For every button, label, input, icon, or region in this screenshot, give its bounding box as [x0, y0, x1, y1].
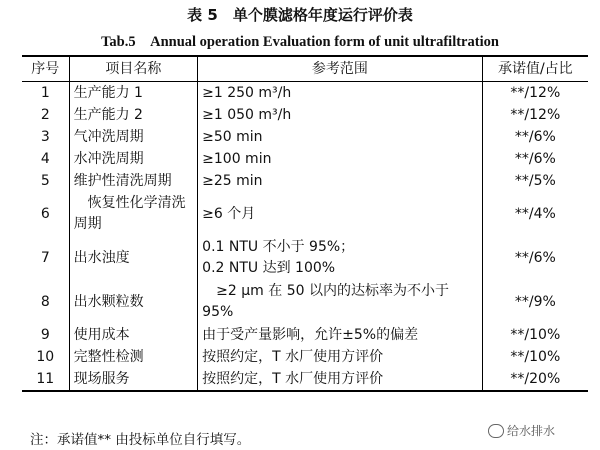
table-body	[22, 82, 588, 392]
table-title-cn: 表 5 单个膜滤格年度运行评价表	[187, 6, 413, 24]
row-ref: ≥100 min	[198, 148, 483, 170]
table-row	[22, 236, 588, 280]
row-name: 生产能力 2	[69, 104, 198, 126]
row-ref: ≥2 μm 在 50 以内的达标率为不小于 95%	[198, 280, 483, 324]
row-name: 维护性清洗周期	[69, 170, 198, 192]
row-value: **/6%	[482, 148, 588, 170]
row-value: **/9%	[482, 280, 588, 324]
row-no: 4	[22, 148, 69, 170]
row-no: 11	[22, 368, 69, 391]
table-row	[22, 126, 588, 148]
row-no: 6	[22, 192, 69, 236]
row-value: **/20%	[482, 368, 588, 391]
wechat-icon	[488, 424, 504, 438]
row-name: 出水浊度	[69, 236, 198, 280]
row-ref: ≥1 050 m³/h	[198, 104, 483, 126]
row-no: 7	[22, 236, 69, 280]
row-ref: 0.1 NTU 不小于 95%； 0.2 NTU 达到 100%	[198, 236, 483, 280]
row-no: 9	[22, 324, 69, 346]
table-row	[22, 104, 588, 126]
row-value: **/12%	[482, 82, 588, 105]
table-row	[22, 192, 588, 236]
row-name: 恢复性化学清洗周期	[69, 192, 198, 236]
header-no: 序号	[22, 56, 69, 82]
table-note: 注：承诺值** 由投标单位自行填写。	[30, 432, 251, 448]
row-value: **/5%	[482, 170, 588, 192]
header-row	[22, 56, 588, 82]
row-value: **/6%	[482, 126, 588, 148]
row-no: 8	[22, 280, 69, 324]
row-name: 出水颗粒数	[69, 280, 198, 324]
row-ref: 按照约定，T 水厂使用方评价	[198, 346, 483, 368]
table-row	[22, 280, 588, 324]
row-name: 气冲洗周期	[69, 126, 198, 148]
row-ref: ≥50 min	[198, 126, 483, 148]
row-value: **/4%	[482, 192, 588, 236]
row-value: **/12%	[482, 104, 588, 126]
row-value: **/6%	[482, 236, 588, 280]
row-ref: ≥6 个月	[198, 192, 483, 236]
row-name: 使用成本	[69, 324, 198, 346]
table-header	[22, 56, 588, 82]
header-ref: 参考范围	[198, 56, 483, 82]
row-ref: ≥25 min	[198, 170, 483, 192]
table-row	[22, 82, 588, 105]
row-no: 1	[22, 82, 69, 105]
watermark-text: 给水排水	[507, 424, 556, 438]
row-ref: 由于受产量影响，允许±5%的偏差	[198, 324, 483, 346]
row-value: **/10%	[482, 346, 588, 368]
row-no: 5	[22, 170, 69, 192]
table-row	[22, 170, 588, 192]
table-row	[22, 346, 588, 368]
row-value: **/10%	[482, 324, 588, 346]
row-ref: ≥1 250 m³/h	[198, 82, 483, 105]
row-name: 完整性检测	[69, 346, 198, 368]
table-title-en: Tab.5 Annual operation Evaluation form of unit ultrafiltration	[101, 34, 499, 50]
row-no: 2	[22, 104, 69, 126]
row-name: 现场服务	[69, 368, 198, 391]
table-row	[22, 148, 588, 170]
row-no: 3	[22, 126, 69, 148]
header-value: 承诺值/占比	[482, 56, 588, 82]
header-name: 项目名称	[69, 56, 198, 82]
evaluation-table	[22, 55, 588, 392]
row-name: 生产能力 1	[69, 82, 198, 105]
row-name: 水冲洗周期	[69, 148, 198, 170]
table-row	[22, 368, 588, 391]
row-no: 10	[22, 346, 69, 368]
row-ref: 按照约定，T 水厂使用方评价	[198, 368, 483, 391]
watermark	[488, 422, 555, 439]
table-row	[22, 324, 588, 346]
